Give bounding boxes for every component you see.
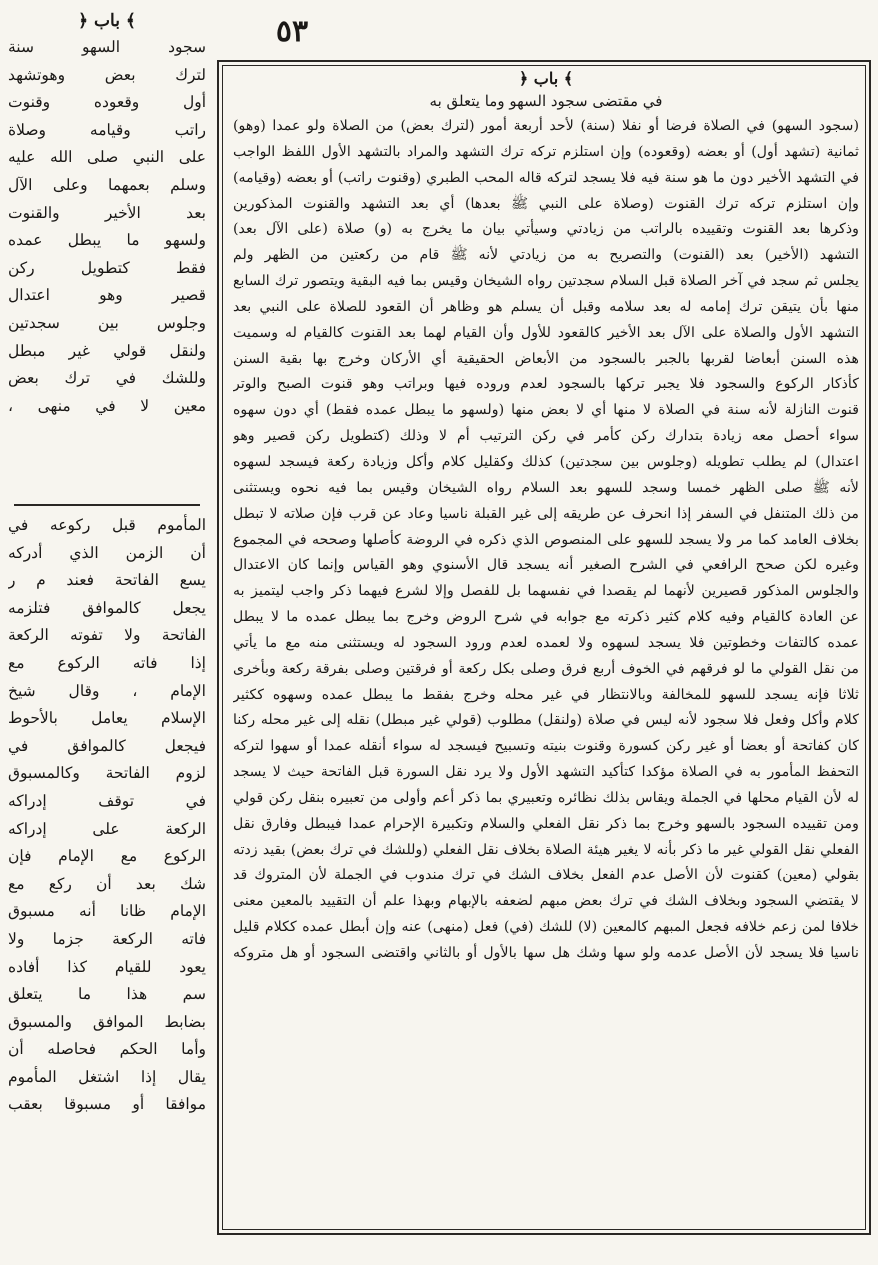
margin-line: الفاتحة ولا تفوته الركعة [8,626,206,645]
main-text-line: بخلاف العامد كما مر ولا يسجد للسهو على المنصوص الذي ذكره في الروضة كأصلها وصححه في المجموع [233,531,859,548]
margin-divider [14,504,200,506]
margin-line: وأما الحكم فحاصله أن [8,1040,206,1059]
main-text-line: ثمانية (تشهد أول) أو بعضه (وقعوده) وإن استلزم تركه ترك التشهد والمراد بالتشهد الأول اللفظ الواجب [233,143,859,160]
margin-line: إذا فاته الركوع مع [8,653,206,672]
margin-line: يعود للقيام كذا أفاده [8,957,206,976]
main-text-line: التحفظ المأمور به في الصلاة مؤكدا كتأكيد التشهد الأول ولا يرد نقل السورة قبل الفاتحة حيث لا يسجد [233,764,859,781]
chapter-subtitle: في مقتضى سجود السهو وما يتعلق به [429,92,663,110]
main-text-line: سواء أحصل معه زيادة بتدارك ركن كأمر في ركن الترتيب أم لا وذلك (كتطويل ركن قصير وهو [233,428,859,445]
margin-line: ولنقل قولي غير مبطل [8,341,206,360]
margin-line: الركعة على إدراكه [8,819,206,838]
main-text-line: له لأن القيام محلها في الجملة ويقاس بذلك نظائره وتعبيري بما ذكر أعم وأولى من تعبيره بنقل ركن قولي [233,789,859,806]
margin-line: فيجعل كالموافق في [8,736,206,755]
margin-line: شك بعد أن ركع مع [8,874,206,893]
page-number: ٥٣ [275,14,309,49]
margin-line: قصير وهو اعتدال [8,286,206,305]
main-text-line: لا يقتضي السجود وبخلاف الشك في ترك بعض مبهم لضعفه بالإبهام وبهذا علم أن التقييد بالمعين معنى [233,893,859,910]
main-text-line: يجلس ثم سجد في آخر الصلاة قبل السلام سجدتين رواه الشيخان وقيس بما فيه البقية ويتصور ترك السابع [233,273,859,290]
main-text-line: والجلوس المذكور قصيرين لأنهما لم يقصدا في نفسهما بل للفصل وإلا لشرع فيهما ذكر واجب ليتميز به [233,583,859,600]
margin-line: بضابط الموافق والمسبوق [8,1012,206,1031]
main-text-line: ومن تقييده السجود بالسهو وخرج بما ذكر نقل الفعلي والسلام وتكبيرة الإحرام عمدا فيبطل وفارق نقل [233,815,859,832]
margin-line: وسلم بعمهما وعلى الآل [8,175,206,194]
margin-line: ولسهو ما يبطل عمده [8,231,206,250]
main-text-line: كلام وأكل وفعل فلا سجود لأنه ليس في صلاة (ولنقل) مطلوب (قولي غير مبطل) نقله إلى غير محله ركنا [233,712,859,729]
main-text-line: منها بأن يتيقن ترك إمامه له بعد سلامه وقبل أن يسلم هو وظاهر أن القعود للصلاة على النبي بعد [233,298,859,315]
margin-line: راتب وقيامه وصلاة [8,120,206,139]
main-text-line: من نقل القولي ما لو فرقهم في الخوف أربع فرق وصلى بكل ركعة أو فرقتين وصلى بفرقة ركعة وبأخرى [233,660,859,677]
main-text-line: اعتدال) لم يطلب تطويله (وجلوس بين سجدتين) كذلك وكقليل كلام وأكل وزيادة ركعة فيسجد لسهوه [233,453,859,470]
main-text-line: لأنه ﷺ صلى الظهر خمسا وسجد للسهو بعد السلام رواه الشيخان وقيس بما فيه نحوه ويستثنى [233,479,859,496]
margin-line: أن الزمن الذي أدركه [8,543,206,562]
margin-line: معين لا في منهى ، [8,396,206,415]
main-text-line: من ذلك المتنفل في السفر إذا انحرف عن طريقه إلى غير القبلة ناسيا وعاد عن قرب فإن صلاته لا تبطل [233,505,859,522]
main-text-line: التشهد الأول والصلاة على الآل بعد الأخير كالقعود للأول وأن القيام لهما بعد القنوت كالقيام له وسميت [233,324,859,341]
main-text-line: ناسيا فلا يسجد لأن الأصل عدمه ولو سها وشك هل سها بالأول أو بالثاني واقتضى السجود أو هل متروكه [233,945,859,961]
main-text-line: وغيره لكن صحح الرافعي في الشرح الصغير أنه يسجد قال الأسنوي وهو القياس وإنما كان الاعتدال [233,557,859,574]
margin-line: الإمام ، وقال شيخ [8,681,206,700]
main-text-line: كأذكار الركوع والسجود فلا يجبر تركها بالسجود لعدم وروده فيها وبراتب وهو قنوت الصبح والوتر [233,376,859,393]
margin-line: يقال إذا اشتغل المأموم [8,1067,206,1086]
margin-line: الركوع مع الإمام فإن [8,847,206,866]
margin-upper-text [8,34,206,502]
margin-line: لزوم الفاتحة وكالمسبوق [8,764,206,783]
main-text-line: عمده كالتفات وخطوتين فلا يسجد لسهوه ولا لعمده لعدم ورود السجود له ويستثنى منه مع ما يأتي [233,634,859,651]
main-text-line: في التشهد الأخير دون ما هو سنة فيه فلا يسجد لتركه قاله المحب الطبري (وقنوت راتب) أو بعضه (وقيامه) [233,169,859,186]
margin-line: سجود السهو سنة [8,38,206,56]
margin-line: الإمام ظانا أنه مسبوق [8,902,206,921]
main-body-text [233,114,859,967]
chapter-heading: ﴿ باب ﴾ [518,69,574,88]
margin-line: لترك بعض وهوتشهد [8,65,206,84]
main-text-line: بقولي (معين) كقنوت لأن الأصل عدم الفعل بخلاف الشك في ترك مندوب في الجملة لأن المتروك قد [233,867,859,884]
main-text-line: هذه السنن أبعاضا لقربها بالجبر بالسجود من الأبعاض الحقيقية أي الأركان وخرج بها بقية السنن [233,350,859,367]
main-text-frame [217,60,871,1235]
margin-line: المأموم قبل ركوعه في [8,516,206,534]
margin-line: على النبي صلى الله عليه [8,148,206,167]
margin-line: في توقف إدراكه [8,791,206,810]
margin-line: يجعل كالموافق فتلزمه [8,598,206,617]
margin-lower-text [8,512,206,1247]
margin-line: وللشك في ترك بعض [8,369,206,388]
main-text-line: (سجود السهو) في الصلاة فرضا أو نفلا (سنة) لأحد أربعة أمور (لترك بعض) من الصلاة ولو عمدا (وهو) [233,118,859,134]
margin-line: فقط كتطويل ركن [8,258,206,277]
main-text-line: قنوت النازلة لأنه سنة في الصلاة لا منها أي لا بعض منها (ولسهو ما يبطل عمده فقط) أي دون سهوه [233,402,859,419]
margin-line: يسع الفاتحة فعند م ر [8,571,206,590]
main-text-line: كان كفاتحة أو بعضا أو غير ركن كسورة وقنوت بنيته وتسبيح فيسجد له سواء أنقله عمدا أو سهوا لتركه [233,738,859,755]
margin-line: فاته الركعة جزما ولا [8,929,206,948]
main-text-line: عن العادة كالقيام وفيه كلام كثير ذكرته مع جوابه في شرح الروض وخرج بما يبطل عمده ما لا يبطل [233,609,859,626]
main-text-line: الفعلي نقل القولي غير ما ذكر بأنه لا يغير هيئة الصلاة بخلاف نقل الفعلي (وللشك في ترك بعض) بقيد زدته [233,841,859,858]
margin-line: سم هذا ما يتعلق [8,985,206,1004]
margin-line: أول وقعوده وقنوت [8,93,206,112]
margin-line: وجلوس بين سجدتين [8,313,206,332]
main-text-line: ثلاثا فإنه يسجد للسهو للمخالفة وبالانتظار في غير محله وخرج بفقط ما يبطل عمده وسهوه ككثير [233,686,859,703]
main-text-line: خلافا لمن زعم خلافه فجعل المبهم كالمعين (لا) للشك (في) فعل (منهى) عنه وإن أبطل عمده ككلام قليل [233,919,859,936]
margin-line: الإسلام يعامل بالأحوط [8,709,206,728]
margin-line: بعد الأخير والقنوت [8,203,206,222]
main-text-line: وذكرها بعد القنوت وتقييده بالراتب من زيادتي وسيأتي بيان ما يخرج به (و) صلاة (على الآل بعد) [233,221,859,238]
main-text-line: وإن استلزم تركه ترك القنوت (وصلاة على النبي ﷺ بعدها) أي بعد التشهد والقنوت المذكورين [233,195,859,212]
margin-line: موافقا أو مسبوقا بعقب [8,1095,206,1114]
margin-title: ﴿ باب ﴾ [78,11,136,31]
main-text-line: التشهد (الأخير) بعد (القنوت) والتصريح به من زيادتي لأنه ﷺ قام من ركعتين من الظهر ولم [233,247,859,264]
